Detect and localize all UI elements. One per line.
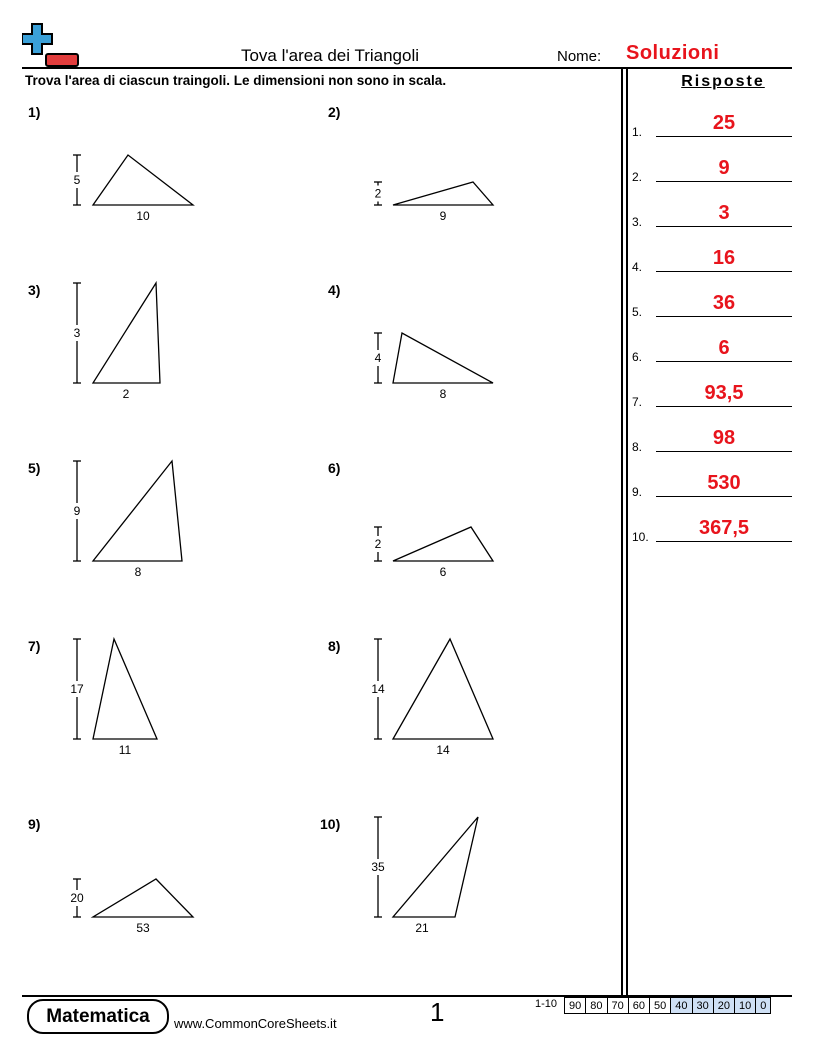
height-label: 9 [73, 504, 81, 518]
height-label: 14 [371, 682, 385, 696]
base-label: 6 [439, 565, 447, 579]
triangle-shape [93, 461, 182, 561]
score-cell: 50 [650, 998, 671, 1014]
triangle-figure [371, 182, 493, 223]
triangle-figure [70, 639, 157, 757]
answer-value: 93,5 [704, 382, 744, 404]
answer-number: 5. [632, 305, 643, 319]
base-label: 8 [134, 565, 142, 579]
height-label: 5 [73, 173, 81, 187]
base-label: 21 [415, 921, 429, 935]
answer-number: 1. [632, 125, 643, 139]
base-label: 11 [118, 743, 132, 757]
base-label: 10 [136, 209, 150, 223]
triangle-figure [371, 639, 493, 757]
brand-badge: Matematica [27, 999, 169, 1034]
answer-value: 367,5 [698, 517, 750, 539]
height-label: 20 [70, 891, 84, 905]
problem-number: 7) [28, 638, 41, 654]
score-cell: 90 [565, 998, 586, 1014]
height-label: 2 [374, 537, 382, 551]
height-label: 17 [70, 682, 84, 696]
instructions: Trova l'area di ciascun traingoli. Le dimensioni non sono in scala. [25, 73, 447, 88]
problem-number: 8) [328, 638, 341, 654]
name-label: Nome: [557, 48, 602, 65]
height-label: 2 [374, 186, 382, 201]
problem-number: 3) [28, 282, 41, 298]
problem-number: 10) [320, 816, 341, 832]
answer-number: 6. [632, 350, 643, 364]
answer-value: 9 [718, 157, 730, 179]
answer-value: 25 [712, 112, 736, 134]
triangle-shape [93, 639, 157, 739]
base-label: 14 [436, 743, 450, 757]
score-cell: 70 [607, 998, 628, 1014]
answer-number: 10. [632, 530, 649, 544]
problem-number: 6) [328, 460, 341, 476]
name-value: Soluzioni [626, 42, 720, 64]
answer-number: 2. [632, 170, 643, 184]
answer-number: 4. [632, 260, 643, 274]
base-label: 9 [439, 209, 447, 223]
answer-value: 6 [718, 337, 730, 359]
answer-number: 8. [632, 440, 643, 454]
answer-value: 98 [712, 427, 736, 449]
answer-number: 3. [632, 215, 643, 229]
answer-value: 530 [707, 472, 741, 494]
triangle-shape [393, 527, 493, 561]
answer-number: 9. [632, 485, 643, 499]
base-label: 2 [122, 387, 130, 401]
answers-title: Risposte [681, 73, 765, 90]
page-title: Tova l'area dei Triangoli [240, 46, 420, 65]
score-cell: 80 [586, 998, 607, 1014]
height-label: 4 [374, 351, 382, 365]
triangle-figure [371, 333, 493, 401]
score-cell: 30 [692, 998, 713, 1014]
triangle-shape [93, 155, 193, 205]
problem-number: 5) [28, 460, 41, 476]
score-table [564, 997, 771, 1014]
triangle-figure [371, 817, 478, 935]
answer-number: 7. [632, 395, 643, 409]
triangle-shape [393, 333, 493, 383]
base-label: 8 [439, 387, 447, 401]
triangle-figure [70, 461, 182, 579]
answer-value: 3 [718, 202, 730, 224]
problem-number: 9) [28, 816, 41, 832]
answer-value: 36 [712, 292, 736, 314]
triangle-figure [70, 879, 193, 935]
height-label: 3 [73, 326, 81, 340]
score-cell: 0 [756, 998, 771, 1014]
problem-number: 1) [28, 104, 41, 120]
triangle-shape [393, 639, 493, 739]
problem-number: 4) [328, 282, 341, 298]
score-range-label: 1-10 [535, 998, 558, 1010]
triangle-shape [93, 879, 193, 917]
triangle-shape [393, 182, 493, 205]
triangle-figure [70, 155, 193, 223]
page-number: 1 [430, 997, 445, 1027]
score-cell: 60 [628, 998, 649, 1014]
triangle-figure [70, 283, 160, 401]
triangle-shape [93, 283, 160, 383]
triangle-figure [371, 527, 493, 579]
height-label: 35 [371, 860, 385, 874]
base-label: 53 [136, 921, 150, 935]
score-cell: 10 [735, 998, 756, 1014]
score-cell: 20 [713, 998, 734, 1014]
triangle-shape [393, 817, 478, 917]
site-url: www.CommonCoreSheets.it [174, 1016, 337, 1031]
answer-value: 16 [712, 247, 736, 269]
score-cell: 40 [671, 998, 692, 1014]
problem-number: 2) [328, 104, 341, 120]
